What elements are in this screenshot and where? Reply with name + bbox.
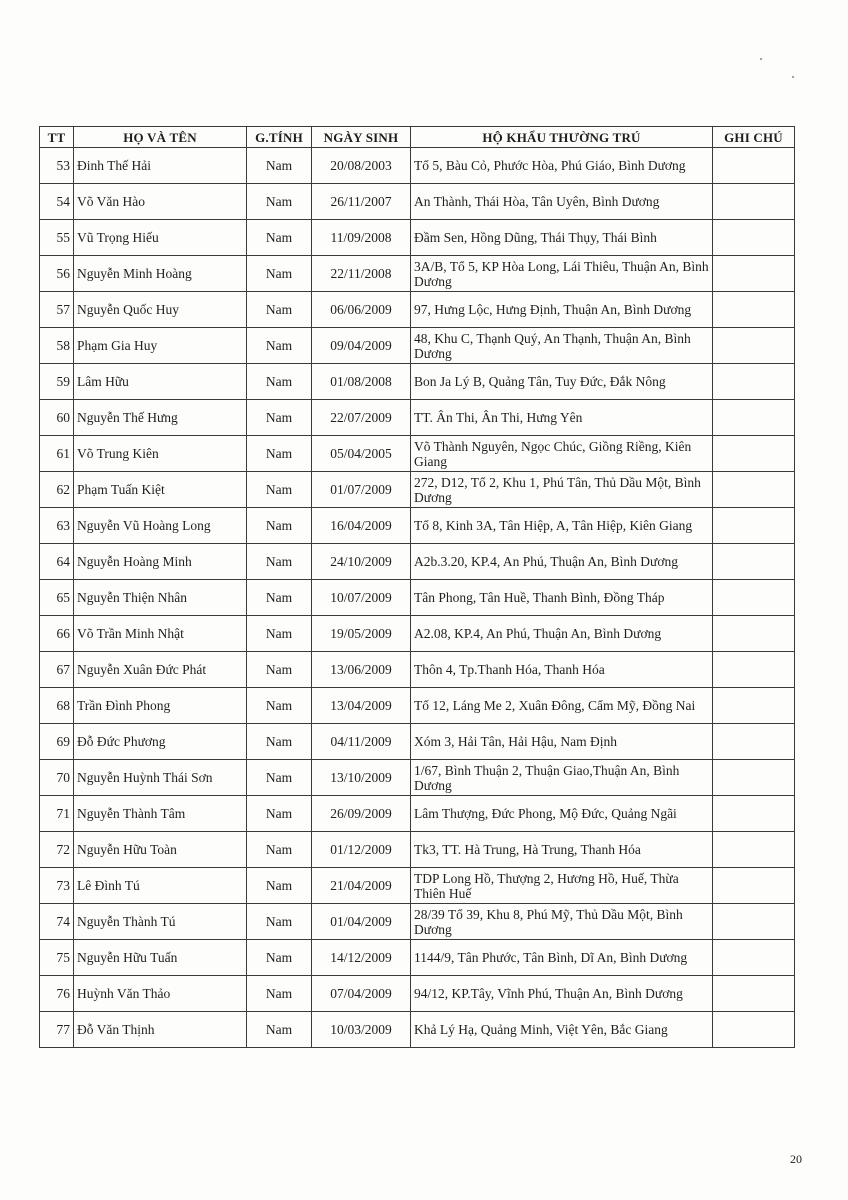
gender-cell: Nam (247, 760, 312, 796)
student-name-cell: Vũ Trọng Hiếu (74, 220, 247, 256)
permanent-address-cell: 3A/B, Tổ 5, KP Hòa Long, Lái Thiêu, Thuận An, Bình Dương (411, 256, 713, 292)
birth-date-cell: 01/07/2009 (312, 472, 411, 508)
permanent-address-cell: TDP Long Hồ, Thượng 2, Hương Hồ, Huế, Thừa Thiên Huế (411, 868, 713, 904)
student-name-cell: Nguyễn Thế Hưng (74, 400, 247, 436)
permanent-address-cell: Tổ 8, Kinh 3A, Tân Hiệp, A, Tân Hiệp, Kiên Giang (411, 508, 713, 544)
scan-speck (792, 76, 794, 78)
permanent-address-cell: 272, D12, Tổ 2, Khu 1, Phú Tân, Thủ Dầu Một, Bình Dương (411, 472, 713, 508)
student-name-cell: Võ Trung Kiên (74, 436, 247, 472)
gender-cell: Nam (247, 940, 312, 976)
gender-cell: Nam (247, 256, 312, 292)
row-number-cell: 67 (40, 652, 74, 688)
table-row (40, 868, 795, 904)
student-name-cell: Đinh Thế Hải (74, 148, 247, 184)
student-name-cell: Võ Văn Hào (74, 184, 247, 220)
birth-date-cell: 01/12/2009 (312, 832, 411, 868)
note-cell (713, 652, 795, 688)
permanent-address-cell: TT. Ân Thi, Ân Thi, Hưng Yên (411, 400, 713, 436)
table-row (40, 832, 795, 868)
note-cell (713, 868, 795, 904)
note-cell (713, 688, 795, 724)
note-cell (713, 724, 795, 760)
birth-date-cell: 10/07/2009 (312, 580, 411, 616)
row-number-cell: 69 (40, 724, 74, 760)
permanent-address-cell: 1/67, Bình Thuận 2, Thuận Giao,Thuận An, Bình Dương (411, 760, 713, 796)
table-row (40, 1012, 795, 1048)
birth-date-cell: 01/04/2009 (312, 904, 411, 940)
header-birth-date: NGÀY SINH (312, 127, 411, 148)
permanent-address-cell: 97, Hưng Lộc, Hưng Định, Thuận An, Bình Dương (411, 292, 713, 328)
permanent-address-cell: An Thành, Thái Hòa, Tân Uyên, Bình Dương (411, 184, 713, 220)
row-number-cell: 54 (40, 184, 74, 220)
permanent-address-cell: 28/39 Tổ 39, Khu 8, Phú Mỹ, Thủ Dầu Một, Bình Dương (411, 904, 713, 940)
student-name-cell: Đỗ Đức Phương (74, 724, 247, 760)
permanent-address-cell: 94/12, KP.Tây, Vĩnh Phú, Thuận An, Bình Dương (411, 976, 713, 1012)
row-number-cell: 59 (40, 364, 74, 400)
permanent-address-cell: A2.08, KP.4, An Phú, Thuận An, Bình Dương (411, 616, 713, 652)
birth-date-cell: 01/08/2008 (312, 364, 411, 400)
table-row (40, 760, 795, 796)
birth-date-cell: 16/04/2009 (312, 508, 411, 544)
table-row (40, 292, 795, 328)
row-number-cell: 74 (40, 904, 74, 940)
gender-cell: Nam (247, 580, 312, 616)
note-cell (713, 508, 795, 544)
birth-date-cell: 14/12/2009 (312, 940, 411, 976)
permanent-address-cell: Thôn 4, Tp.Thanh Hóa, Thanh Hóa (411, 652, 713, 688)
student-name-cell: Nguyễn Thành Tâm (74, 796, 247, 832)
table-row (40, 472, 795, 508)
row-number-cell: 53 (40, 148, 74, 184)
note-cell (713, 1012, 795, 1048)
note-cell (713, 148, 795, 184)
table-header-row (40, 127, 795, 148)
table-row (40, 976, 795, 1012)
gender-cell: Nam (247, 292, 312, 328)
student-name-cell: Nguyễn Quốc Huy (74, 292, 247, 328)
row-number-cell: 63 (40, 508, 74, 544)
table-row (40, 904, 795, 940)
birth-date-cell: 22/07/2009 (312, 400, 411, 436)
gender-cell: Nam (247, 148, 312, 184)
gender-cell: Nam (247, 796, 312, 832)
birth-date-cell: 07/04/2009 (312, 976, 411, 1012)
table-row (40, 436, 795, 472)
gender-cell: Nam (247, 724, 312, 760)
permanent-address-cell: Tổ 5, Bàu Cỏ, Phước Hòa, Phú Giáo, Bình Dương (411, 148, 713, 184)
birth-date-cell: 11/09/2008 (312, 220, 411, 256)
page-number: 20 (790, 1152, 802, 1166)
table-row (40, 724, 795, 760)
header-permanent-address: HỘ KHẨU THƯỜNG TRÚ (411, 127, 713, 148)
student-name-cell: Phạm Tuấn Kiệt (74, 472, 247, 508)
table-row (40, 940, 795, 976)
gender-cell: Nam (247, 688, 312, 724)
row-number-cell: 61 (40, 436, 74, 472)
birth-date-cell: 20/08/2003 (312, 148, 411, 184)
gender-cell: Nam (247, 904, 312, 940)
row-number-cell: 68 (40, 688, 74, 724)
birth-date-cell: 21/04/2009 (312, 868, 411, 904)
note-cell (713, 616, 795, 652)
student-name-cell: Lê Đình Tú (74, 868, 247, 904)
gender-cell: Nam (247, 436, 312, 472)
gender-cell: Nam (247, 1012, 312, 1048)
row-number-cell: 56 (40, 256, 74, 292)
note-cell (713, 796, 795, 832)
gender-cell: Nam (247, 616, 312, 652)
note-cell (713, 904, 795, 940)
note-cell (713, 220, 795, 256)
note-cell (713, 292, 795, 328)
note-cell (713, 976, 795, 1012)
birth-date-cell: 04/11/2009 (312, 724, 411, 760)
birth-date-cell: 10/03/2009 (312, 1012, 411, 1048)
student-roster-table (39, 126, 795, 1048)
student-name-cell: Nguyễn Thiện Nhân (74, 580, 247, 616)
permanent-address-cell: Võ Thành Nguyên, Ngọc Chúc, Giồng Riềng, Kiên Giang (411, 436, 713, 472)
student-name-cell: Nguyễn Xuân Đức Phát (74, 652, 247, 688)
birth-date-cell: 05/04/2005 (312, 436, 411, 472)
permanent-address-cell: Bon Ja Lý B, Quảng Tân, Tuy Đức, Đắk Nông (411, 364, 713, 400)
gender-cell: Nam (247, 976, 312, 1012)
note-cell (713, 580, 795, 616)
gender-cell: Nam (247, 652, 312, 688)
table-row (40, 184, 795, 220)
student-name-cell: Lâm Hữu (74, 364, 247, 400)
table-row (40, 544, 795, 580)
permanent-address-cell: Khả Lý Hạ, Quảng Minh, Việt Yên, Bắc Giang (411, 1012, 713, 1048)
student-name-cell: Võ Trần Minh Nhật (74, 616, 247, 652)
row-number-cell: 60 (40, 400, 74, 436)
gender-cell: Nam (247, 328, 312, 364)
note-cell (713, 256, 795, 292)
birth-date-cell: 19/05/2009 (312, 616, 411, 652)
table-row (40, 616, 795, 652)
scan-speck (760, 58, 762, 60)
row-number-cell: 77 (40, 1012, 74, 1048)
student-name-cell: Nguyễn Vũ Hoàng Long (74, 508, 247, 544)
header-gender: G.TÍNH (247, 127, 312, 148)
permanent-address-cell: A2b.3.20, KP.4, An Phú, Thuận An, Bình Dương (411, 544, 713, 580)
header-full-name: HỌ VÀ TÊN (74, 127, 247, 148)
permanent-address-cell: 1144/9, Tân Phước, Tân Bình, Dĩ An, Bình Dương (411, 940, 713, 976)
permanent-address-cell: Đầm Sen, Hồng Dũng, Thái Thụy, Thái Bình (411, 220, 713, 256)
table-row (40, 400, 795, 436)
birth-date-cell: 13/10/2009 (312, 760, 411, 796)
row-number-cell: 76 (40, 976, 74, 1012)
note-cell (713, 184, 795, 220)
gender-cell: Nam (247, 220, 312, 256)
table-row (40, 148, 795, 184)
student-name-cell: Đỗ Văn Thịnh (74, 1012, 247, 1048)
note-cell (713, 544, 795, 580)
note-cell (713, 436, 795, 472)
note-cell (713, 472, 795, 508)
row-number-cell: 62 (40, 472, 74, 508)
row-number-cell: 58 (40, 328, 74, 364)
table-body (40, 148, 795, 1048)
table-row (40, 580, 795, 616)
note-cell (713, 364, 795, 400)
gender-cell: Nam (247, 868, 312, 904)
gender-cell: Nam (247, 508, 312, 544)
student-name-cell: Phạm Gia Huy (74, 328, 247, 364)
row-number-cell: 73 (40, 868, 74, 904)
table-row (40, 328, 795, 364)
birth-date-cell: 06/06/2009 (312, 292, 411, 328)
permanent-address-cell: Lâm Thượng, Đức Phong, Mộ Đức, Quảng Ngãi (411, 796, 713, 832)
permanent-address-cell: Tk3, TT. Hà Trung, Hà Trung, Thanh Hóa (411, 832, 713, 868)
row-number-cell: 65 (40, 580, 74, 616)
student-name-cell: Nguyễn Thành Tú (74, 904, 247, 940)
note-cell (713, 760, 795, 796)
table-row (40, 796, 795, 832)
row-number-cell: 66 (40, 616, 74, 652)
birth-date-cell: 09/04/2009 (312, 328, 411, 364)
row-number-cell: 72 (40, 832, 74, 868)
row-number-cell: 64 (40, 544, 74, 580)
permanent-address-cell: Xóm 3, Hải Tân, Hải Hậu, Nam Định (411, 724, 713, 760)
permanent-address-cell: Tân Phong, Tân Huề, Thanh Bình, Đồng Tháp (411, 580, 713, 616)
row-number-cell: 70 (40, 760, 74, 796)
student-name-cell: Nguyễn Huỳnh Thái Sơn (74, 760, 247, 796)
row-number-cell: 55 (40, 220, 74, 256)
birth-date-cell: 13/04/2009 (312, 688, 411, 724)
note-cell (713, 832, 795, 868)
note-cell (713, 400, 795, 436)
table-row (40, 688, 795, 724)
row-number-cell: 71 (40, 796, 74, 832)
table-row (40, 364, 795, 400)
table-row (40, 256, 795, 292)
birth-date-cell: 13/06/2009 (312, 652, 411, 688)
table-row (40, 220, 795, 256)
gender-cell: Nam (247, 472, 312, 508)
student-name-cell: Nguyễn Hoàng Minh (74, 544, 247, 580)
header-tt: TT (40, 127, 74, 148)
student-name-cell: Huỳnh Văn Thảo (74, 976, 247, 1012)
student-name-cell: Nguyễn Hữu Tuấn (74, 940, 247, 976)
table-row (40, 652, 795, 688)
birth-date-cell: 22/11/2008 (312, 256, 411, 292)
gender-cell: Nam (247, 832, 312, 868)
gender-cell: Nam (247, 544, 312, 580)
table-row (40, 508, 795, 544)
student-name-cell: Trần Đình Phong (74, 688, 247, 724)
gender-cell: Nam (247, 400, 312, 436)
student-name-cell: Nguyễn Minh Hoàng (74, 256, 247, 292)
gender-cell: Nam (247, 364, 312, 400)
permanent-address-cell: 48, Khu C, Thạnh Quý, An Thạnh, Thuận An, Bình Dương (411, 328, 713, 364)
student-name-cell: Nguyễn Hữu Toàn (74, 832, 247, 868)
gender-cell: Nam (247, 184, 312, 220)
note-cell (713, 328, 795, 364)
row-number-cell: 57 (40, 292, 74, 328)
header-note: GHI CHÚ (713, 127, 795, 148)
note-cell (713, 940, 795, 976)
birth-date-cell: 26/11/2007 (312, 184, 411, 220)
row-number-cell: 75 (40, 940, 74, 976)
birth-date-cell: 24/10/2009 (312, 544, 411, 580)
birth-date-cell: 26/09/2009 (312, 796, 411, 832)
permanent-address-cell: Tổ 12, Láng Me 2, Xuân Đông, Cẩm Mỹ, Đồng Nai (411, 688, 713, 724)
